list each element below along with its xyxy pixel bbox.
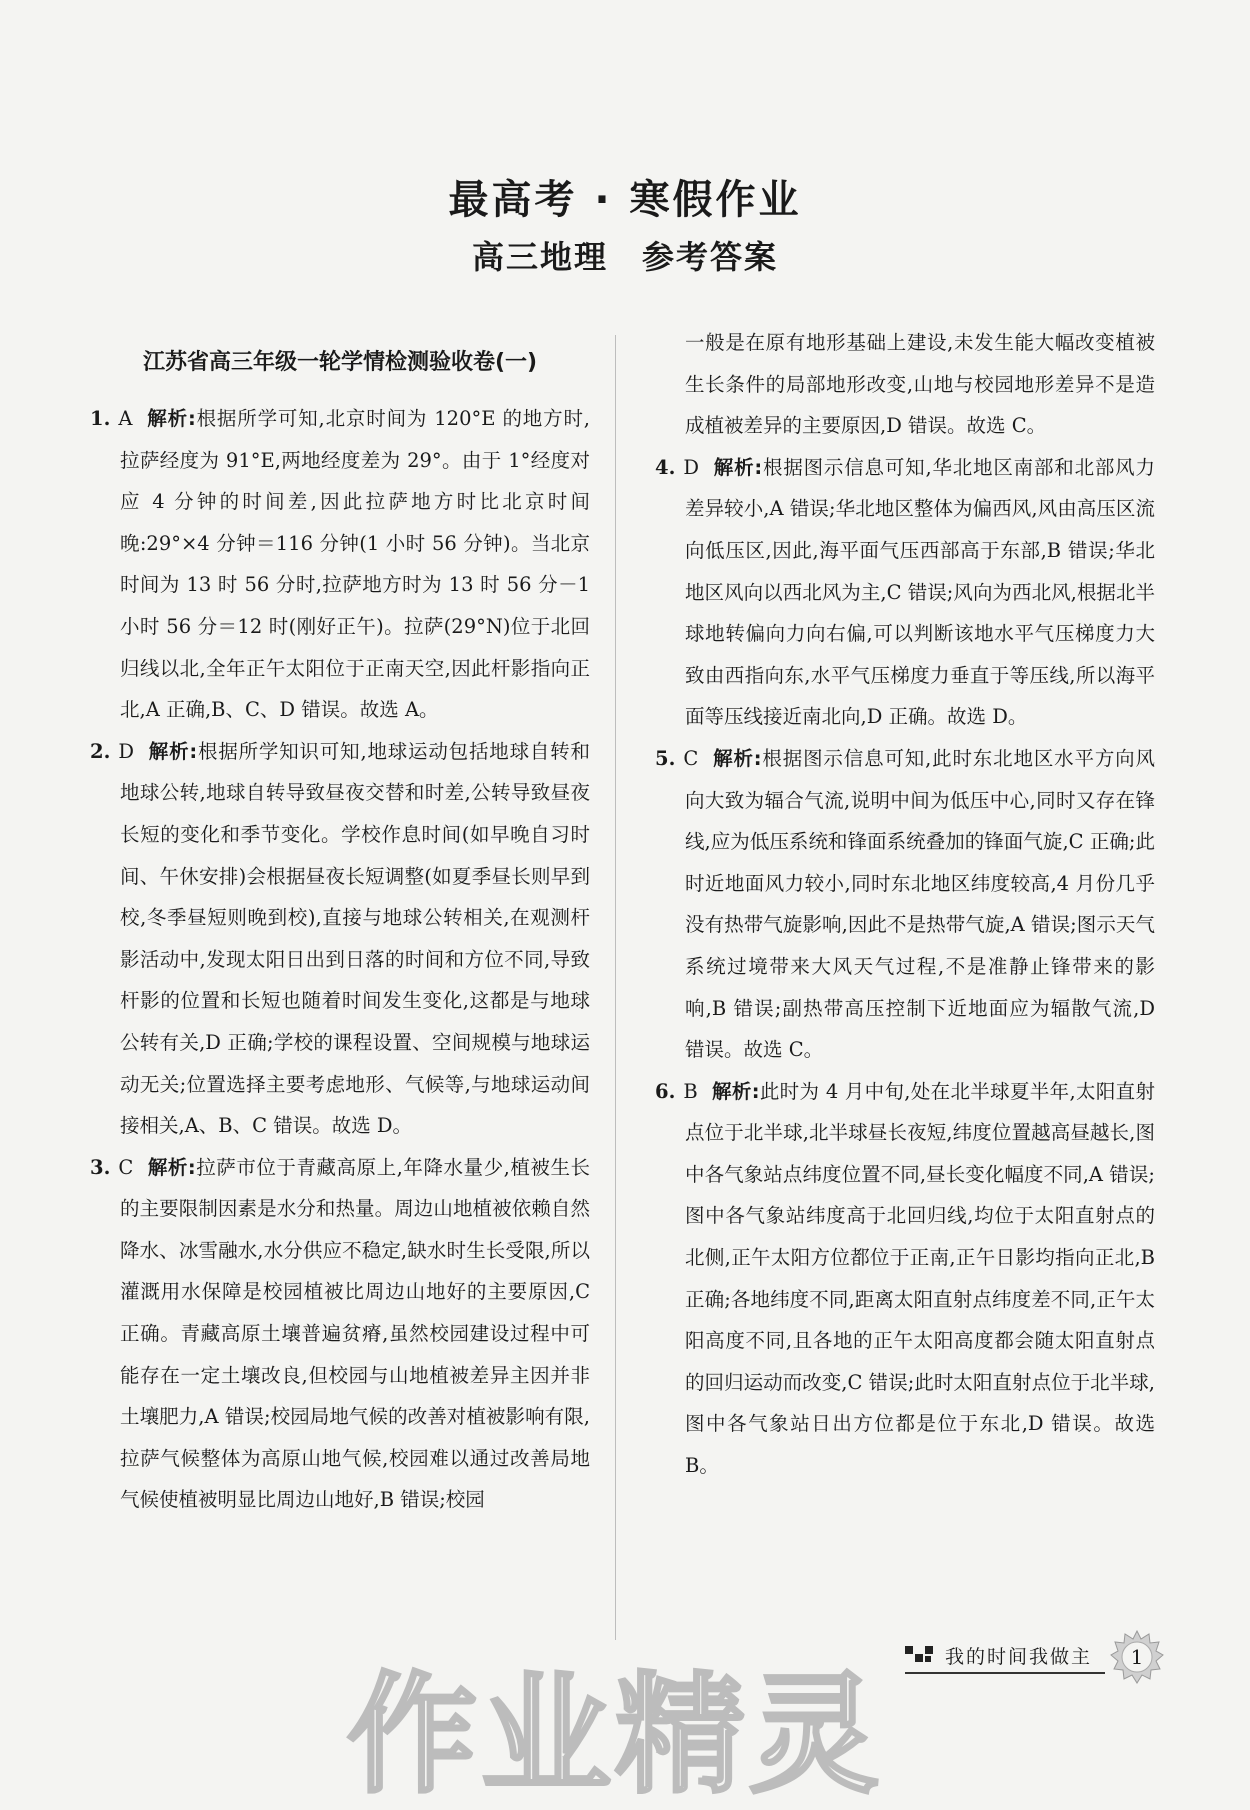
question-explanation: 根据所学知识可知,地球运动包括地球自转和地球公转,地球自转导致昼夜交替和时差,公转导致昼夜长短的变化和季节变化。学校作息时间(如早晚自习时间、午休安排)会根据昼夜长短调整(如夏季昼长则早到校,冬季昼短则晚到校),直接与地球公转相关,在观测杆影活动中,发现太阳日出到日落的时间和方位不同,导致杆影的位置和长短也随着时间发生变化,这都是与地球公转有关,D 正确;学校的课程设置、空间规模与地球运动无关;位置选择主要考虑地形、气候等,与地球运动间接相关,A、B、C 错误。故选 D。 bbox=[120, 739, 590, 1138]
watermark-logo bbox=[335, 1650, 895, 1810]
question-answer: C bbox=[683, 746, 699, 770]
analysis-tag: 解析: bbox=[712, 746, 762, 770]
question-number: 1. bbox=[90, 407, 111, 430]
question-explanation: 此时为 4 月中旬,处在北半球夏半年,太阳直射点位于北半球,北半球昼长夜短,纬度位置越高昼越长,图中各气象站点纬度位置不同,昼长变化幅度不同,A 错误;图中各气象站纬度高于北回归线,均位于太阳直射点的北侧,正午太阳方位都位于正南,正午日影均指向正北,B 正确;各地纬度不同,距离太阳直射点纬度差不同,正午太阳高度不同,且各地的正午太阳高度都会随太阳直射点的回归运动而改变,C 错误;此时太阳直射点位于北半球,图中各气象站日出方位都是位于东北,D 错误。故选 B。 bbox=[685, 1079, 1155, 1478]
question-2 bbox=[90, 731, 590, 1147]
footer-slogan: 我的时间我做主 bbox=[945, 1646, 1093, 1668]
question-3 bbox=[90, 1147, 590, 1521]
page-number: 1 bbox=[1130, 1645, 1144, 1669]
footer-rule bbox=[905, 1672, 1105, 1674]
question-answer: B bbox=[683, 1079, 698, 1103]
question-4 bbox=[655, 447, 1155, 738]
analysis-tag: 解析: bbox=[148, 739, 198, 763]
question-number: 3. bbox=[90, 1155, 111, 1179]
question-5 bbox=[655, 738, 1155, 1071]
page-title: 最高考 · 寒假作业 bbox=[448, 177, 802, 223]
analysis-tag: 解析: bbox=[147, 1155, 196, 1179]
question-explanation: 根据图示信息可知,此时东北地区水平方向风向大致为辐合气流,说明中间为低压中心,同时又存在锋线,应为低压系统和锋面系统叠加的锋面气旋,C 正确;此时近地面风力较小,同时东北地区纬度较高,4 月份几乎没有热带气旋影响,因此不是热带气旋,A 错误;图示天气系统过境带来大风天气过程,不是准静止锋带来的影响,B 错误;副热带高压控制下近地面应为辐散气流,D 错误。故选 C。 bbox=[685, 746, 1155, 1062]
analysis-tag: 解析: bbox=[146, 407, 196, 430]
analysis-tag: 解析: bbox=[713, 455, 763, 479]
question-explanation: 拉萨市位于青藏高原上,年降水量少,植被生长的主要限制因素是水分和热量。周边山地植被依赖自然降水、冰雪融水,水分供应不稳定,缺水时生长受限,所以灌溉用水保障是校园植被比周边山地好的主要原因,C 正确。青藏高原土壤普遍贫瘠,虽然校园建设过程中可能存在一定土壤改良,但校园与山地植被差异主因并非土壤肥力,A 错误;校园局地气候的改善对植被影响有限,拉萨气候整体为高原山地气候,校园难以通过改善局地气候使植被明显比周边山地好,B 错误;校园 bbox=[120, 1155, 590, 1512]
question-number: 5. bbox=[655, 746, 676, 770]
question-answer: D bbox=[118, 739, 134, 763]
question-6 bbox=[655, 1071, 1155, 1487]
page-subtitle: 高三地理 参考答案 bbox=[471, 238, 778, 276]
question-answer: D bbox=[683, 455, 699, 479]
question-number: 2. bbox=[90, 739, 111, 763]
section-title: 江苏省高三年级一轮学情检测验收卷(一) bbox=[142, 350, 538, 375]
question-explanation: 根据所学可知,北京时间为 120°E 的地方时,拉萨经度为 91°E,两地经度差为 29°。由于 1°经度对应 4 分钟的时间差,因此拉萨地方时比北京时间晚:29°×4 分钟＝116 分钟(1 小时 56 分钟)。当北京时间为 13 时 56 分时,拉萨地方时为 13 时 56 分－1 小时 56 分＝12 时(刚好正午)。拉萨(29°N)位于北回归线以北,全年正午太阳位于正南天空,因此杆影指向正北,A 正确,B、C、D 错误。故选 A。 bbox=[120, 407, 590, 722]
analysis-tag: 解析: bbox=[711, 1079, 760, 1103]
question-number: 6. bbox=[655, 1079, 676, 1103]
question-3-continuation: 一般是在原有地形基础上建设,未发生能大幅改变植被生长条件的局部地形改变,山地与校园地形差异不是造成植被差异的主要原因,D 错误。故选 C。 bbox=[685, 331, 1155, 438]
question-number: 4. bbox=[655, 455, 676, 479]
column-divider bbox=[615, 335, 616, 1640]
question-1 bbox=[90, 398, 590, 731]
question-answer: A bbox=[118, 407, 133, 430]
left-column bbox=[90, 335, 590, 1521]
question-answer: C bbox=[118, 1155, 134, 1179]
watermark-text: 作业精灵 bbox=[346, 1659, 884, 1810]
question-explanation: 根据图示信息可知,华北地区南部和北部风力差异较小,A 错误;华北地区整体为偏西风,风由高压区流向低压区,因此,海平面气压西部高于东部,B 错误;华北地区风向以西北风为主,C 错误;风向为西北风,根据北半球地转偏向力向右偏,可以判断该地水平气压梯度力大致由西指向东,水平气压梯度力垂直于等压线,所以海平面等压线接近南北向,D 正确。故选 D。 bbox=[685, 455, 1155, 729]
right-column bbox=[655, 322, 1155, 1487]
page-footer bbox=[905, 1622, 1165, 1682]
